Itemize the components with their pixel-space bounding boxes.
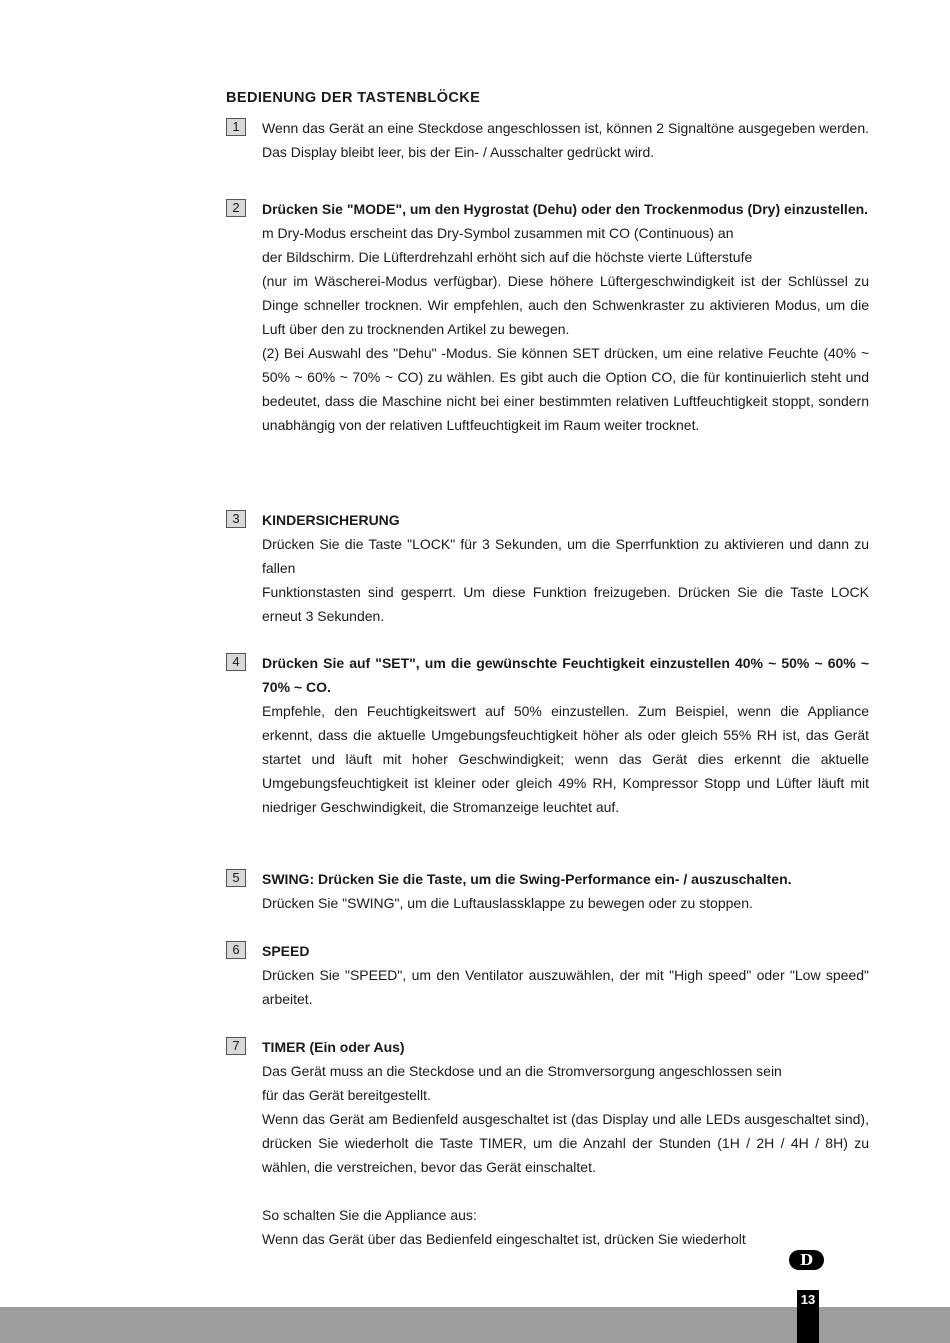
section-title: SPEED: [262, 943, 310, 959]
section-paragraph: So schalten Sie die Appliance aus:: [262, 1207, 477, 1223]
section-1: [226, 116, 869, 164]
section-paragraph: Drücken Sie "SPEED", um den Ventilator auszuwählen, der mit "High speed" oder "Low speed" arbeitet.: [262, 967, 869, 1007]
section-number: 6: [226, 941, 246, 959]
section-title: Drücken Sie "MODE", um den Hygrostat (Dehu) oder den Trockenmodus (Dry) einzustellen.: [262, 201, 869, 217]
section-7: [226, 1035, 869, 1251]
section-title: Drücken Sie auf "SET", um die gewünschte Feuchtigkeit einzustellen 40% ~ 50% ~ 60% ~ 70% ~ CO.: [262, 655, 869, 695]
section-paragraph: Empfehle, den Feuchtigkeitswert auf 50% einzustellen. Zum Beispiel, wenn die Appliance erkennt, dass die aktuelle Umgebungsfeuchtigkeit höher als oder gleich 55% RH ist, das Gerät startet und läuft mit hoher Geschwindigkeit; wenn das Gerät dies erkennt die aktuelle Umgebungsfeuchtigkeit ist kleiner oder gleich 49% RH, Kompressor Stopp und Lüfter läuft mit niedriger Geschwindigkeit, die Stromanzeige leuchtet auf.: [262, 703, 869, 815]
section-paragraph: Funktionstasten sind gesperrt. Um diese Funktion freizugeben. Drücken Sie die Taste LOCK erneut 3 Sekunden.: [262, 584, 869, 624]
page-number: 13: [797, 1290, 819, 1343]
section-title: KINDERSICHERUNG: [262, 512, 400, 528]
section-paragraph: der Bildschirm. Die Lüfterdrehzahl erhöht sich auf die höchste vierte Lüfterstufe: [262, 249, 753, 265]
section-paragraph: Drücken Sie die Taste "LOCK" für 3 Sekunden, um die Sperrfunktion zu aktivieren und dann zu fallen: [262, 536, 869, 576]
section-5: [226, 867, 869, 915]
section-6: [226, 939, 869, 1011]
section-paragraph: Wenn das Gerät an eine Steckdose angeschlossen ist, können 2 Signaltöne ausgegeben werden. Das Display bleibt leer, bis der Ein- / Ausschalter gedrückt wird.: [262, 120, 869, 160]
section-number: 3: [226, 510, 246, 528]
section-paragraph: Das Gerät muss an die Steckdose und an die Stromversorgung angeschlossen sein: [262, 1063, 782, 1079]
section-paragraph: Drücken Sie "SWING", um die Luftauslassklappe zu bewegen oder zu stoppen.: [262, 895, 753, 911]
section-3: [226, 508, 869, 628]
language-badge: D: [789, 1250, 824, 1270]
section-title: TIMER (Ein oder Aus): [262, 1039, 405, 1055]
section-number: 7: [226, 1037, 246, 1055]
section-number: 4: [226, 653, 246, 671]
section-paragraph: m Dry-Modus erscheint das Dry-Symbol zusammen mit CO (Continuous) an: [262, 225, 734, 241]
section-paragraph: Wenn das Gerät am Bedienfeld ausgeschaltet ist (das Display und alle LEDs ausgeschaltet sind), drücken Sie wiederholt die Taste TIMER, um die Anzahl der Stunden (1H / 2H / 4H / 8H) zu wählen, die verstreichen, bevor das Gerät einschaltet.: [262, 1111, 869, 1175]
page-heading: BEDIENUNG DER TASTENBLÖCKE: [226, 90, 481, 106]
section-paragraph: (nur im Wäscherei-Modus verfügbar). Diese höhere Lüftergeschwindigkeit ist der Schlüssel zu Dinge schneller trocknen. Wir empfehlen, auch den Schwenkraster zu aktivieren Modus, um die Luft über den zu trocknenden Artikel zu bewegen.: [262, 273, 869, 337]
section-paragraph: (2) Bei Auswahl des "Dehu" -Modus. Sie können SET drücken, um eine relative Feuchte (40% ~ 50% ~ 60% ~ 70% ~ CO) zu wählen. Es gibt auch die Option CO, die für kontinuierlich steht und bedeutet, dass die Maschine nicht bei einer bestimmten relativen Luftfeuchtigkeit stoppt, sondern unabhängig von der relativen Luftfeuchtigkeit im Raum weiter trocknet.: [262, 345, 869, 433]
section-paragraph: Wenn das Gerät über das Bedienfeld eingeschaltet ist, drücken Sie wiederholt: [262, 1231, 746, 1247]
section-4: [226, 651, 869, 819]
section-2: [226, 197, 869, 437]
section-number: 5: [226, 869, 246, 887]
section-title: SWING: Drücken Sie die Taste, um die Swing-Performance ein- / auszuschalten.: [262, 871, 792, 887]
section-paragraph: für das Gerät bereitgestellt.: [262, 1087, 431, 1103]
section-number: 2: [226, 199, 246, 217]
section-number: 1: [226, 118, 246, 136]
